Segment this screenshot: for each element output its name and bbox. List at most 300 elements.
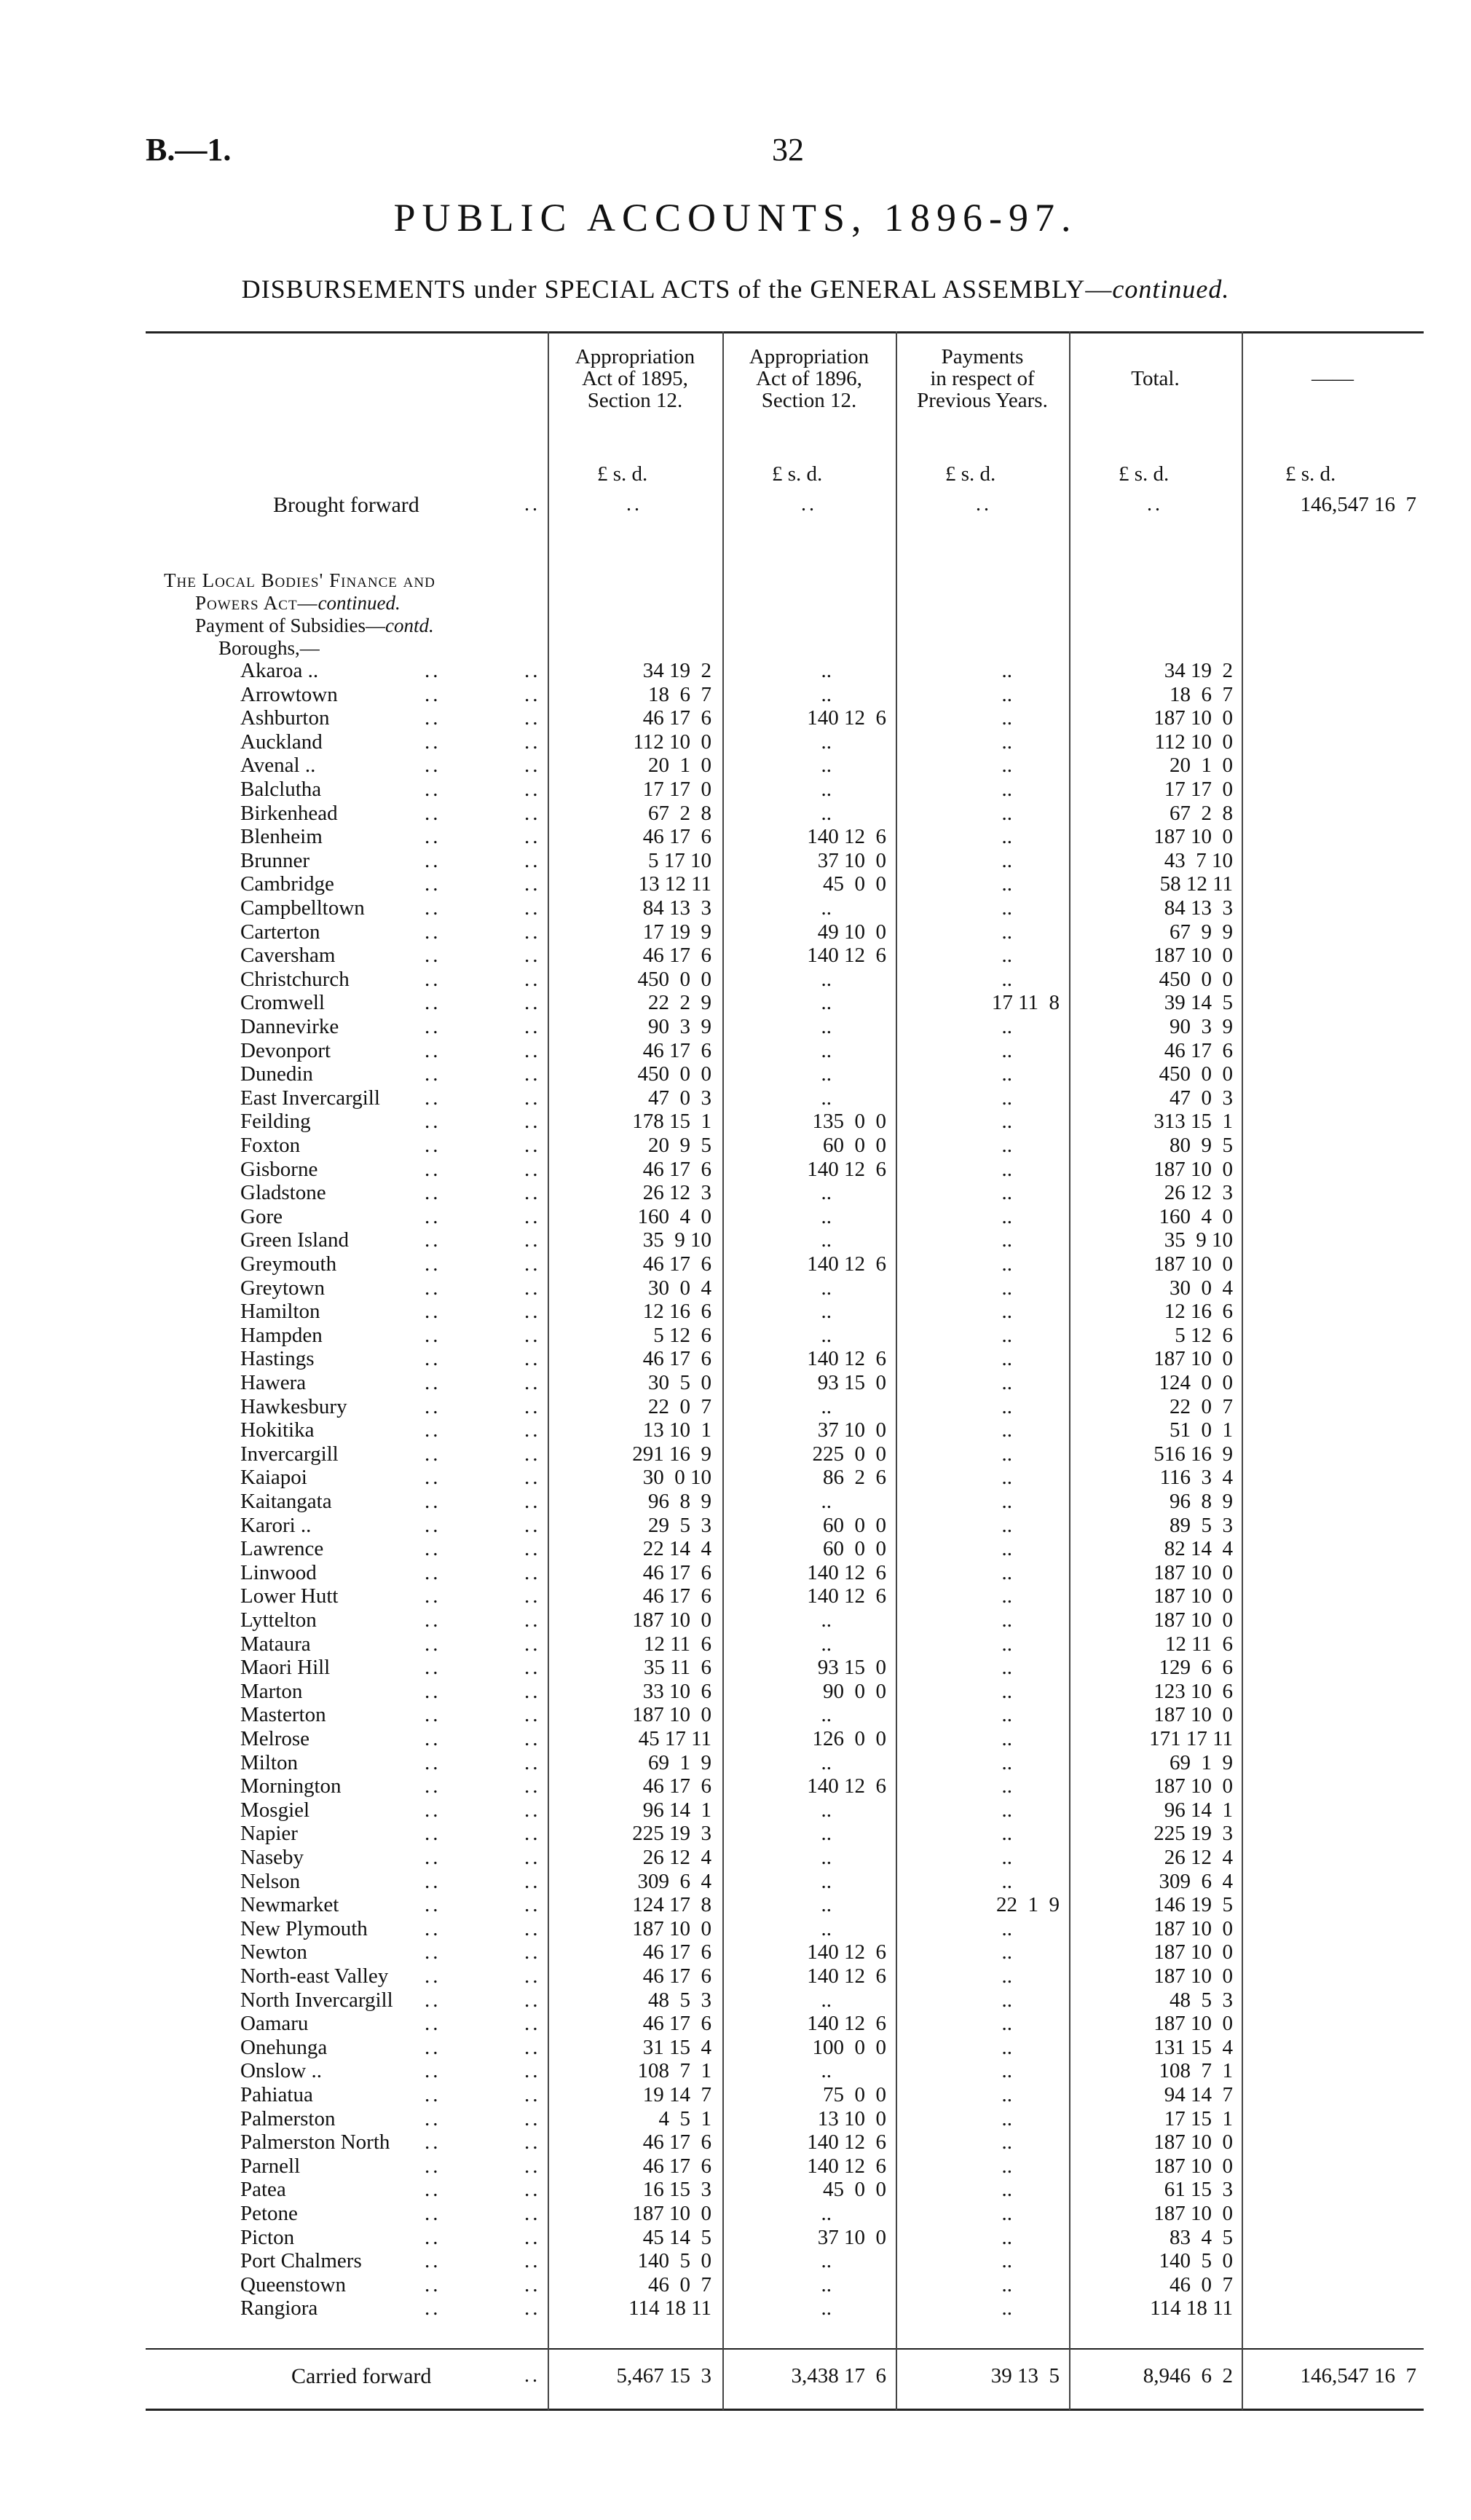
- header-line: Appropriation: [749, 345, 869, 368]
- amount-act-1896: 140 12 6: [807, 825, 886, 849]
- amount-act-1896: 45 0 0: [823, 2178, 886, 2202]
- borough-name: Naseby: [240, 1846, 304, 1869]
- amount-total: 34 19 2: [1164, 659, 1233, 682]
- leader-dots: ..: [425, 1371, 441, 1394]
- table-row: [146, 1181, 1424, 1205]
- table-row: [146, 706, 1424, 730]
- borough-name: Queenstown: [240, 2272, 346, 2296]
- amount-total: 160 4 0: [1159, 1204, 1233, 1228]
- amount-act-1895: 46 17 6: [642, 825, 711, 849]
- amount-act-1896: ..: [821, 1798, 832, 1822]
- leader-dots: ..: [425, 1798, 441, 1822]
- table-row: [146, 1656, 1424, 1680]
- amount-previous-years: ..: [1001, 2035, 1012, 2059]
- carried-forward-act-1895: 5,467 15 3: [616, 2364, 711, 2387]
- amount-total: 140 5 0: [1159, 2249, 1233, 2273]
- subtitle-main: DISBURSEMENTS under SPECIAL ACTS of the GENERAL ASSEMBLY—: [241, 274, 1113, 304]
- borough-name: Kaiapoi: [240, 1466, 307, 1490]
- amount-previous-years: ..: [1001, 1181, 1012, 1205]
- amount-total: 18 6 7: [1170, 682, 1233, 706]
- table-row: [146, 1514, 1424, 1538]
- leader-dots: ..: [425, 1869, 441, 1893]
- section-act-name: Powers Act—: [195, 592, 318, 614]
- table-row: [146, 1490, 1424, 1514]
- amount-act-1896: 86 2 6: [823, 1466, 886, 1490]
- borough-name: Avenal ..: [240, 754, 316, 778]
- leader-dots: ..: [425, 944, 441, 968]
- borough-name: Arrowtown: [240, 682, 338, 706]
- leader-dots: ..: [425, 1679, 441, 1703]
- table-row: [146, 1466, 1424, 1490]
- borough-name: Newmarket: [240, 1893, 339, 1917]
- amount-previous-years: ..: [1001, 1418, 1012, 1442]
- subtitle-italic: continued.: [1112, 274, 1230, 304]
- table-row: [146, 1680, 1424, 1704]
- leader-dots: ..: [524, 754, 541, 778]
- amount-previous-years: 22 1 9: [996, 1893, 1060, 1917]
- amount-act-1896: ..: [821, 1632, 832, 1656]
- table-row: [146, 825, 1424, 849]
- leader-dots: ..: [524, 1513, 541, 1537]
- amount-act-1895: 18 6 7: [648, 682, 711, 706]
- leader-dots: ..: [425, 1300, 441, 1324]
- amount-previous-years: ..: [1001, 730, 1012, 754]
- carried-forward-act-1896: 3,438 17 6: [791, 2364, 886, 2387]
- amount-act-1895: 26 12 3: [642, 1181, 711, 1205]
- amount-previous-years: ..: [1001, 2296, 1012, 2320]
- amount-previous-years: ..: [1001, 1584, 1012, 1608]
- leader-dots: ..: [425, 1964, 441, 1988]
- leader-dots: ..: [524, 2178, 541, 2202]
- table-row: [146, 1893, 1424, 1917]
- leader-dots: ..: [425, 1988, 441, 2012]
- leader-dots: ..: [425, 730, 441, 754]
- amount-act-1895: 46 17 6: [642, 1252, 711, 1276]
- table-row: [146, 872, 1424, 896]
- leader-dots: ..: [524, 1893, 541, 1917]
- leader-dots: ..: [425, 1774, 441, 1798]
- table-row: [146, 1134, 1424, 1158]
- table-row: [146, 1228, 1424, 1252]
- leader-dots: ..: [425, 1584, 441, 1608]
- leader-dots: ..: [524, 2364, 540, 2387]
- amount-act-1896: ..: [821, 778, 832, 801]
- table-row: [146, 1846, 1424, 1870]
- leader-dots: ..: [425, 2012, 441, 2036]
- amount-act-1896: 45 0 0: [823, 872, 886, 896]
- leader-dots: ..: [524, 1560, 541, 1584]
- amount-act-1895: 45 17 11: [638, 1727, 711, 1750]
- currency-header: £ s. d.: [597, 462, 648, 486]
- amount-act-1896: 126 0 0: [812, 1727, 886, 1750]
- borough-name: Newton: [240, 1940, 307, 1964]
- table-row: [146, 2036, 1424, 2060]
- amount-act-1895: 46 17 6: [642, 1347, 711, 1371]
- amount-act-1896: ..: [821, 1822, 832, 1846]
- leader-dots: ..: [524, 967, 541, 991]
- borough-name: Maori Hill: [240, 1656, 331, 1680]
- borough-name: Hastings: [240, 1347, 315, 1371]
- leader-dots: ..: [524, 1015, 541, 1038]
- header-line: Appropriation: [575, 345, 695, 368]
- amount-previous-years: ..: [1001, 1632, 1012, 1656]
- borough-name: Hamilton: [240, 1300, 320, 1324]
- leader-dots: ..: [1147, 493, 1163, 516]
- leader-dots: ..: [524, 682, 541, 706]
- leader-dots: ..: [425, 801, 441, 825]
- amount-act-1896: ..: [821, 1204, 832, 1228]
- amount-act-1895: 26 12 4: [642, 1846, 711, 1869]
- amount-previous-years: ..: [1001, 2083, 1012, 2106]
- amount-total: 20 1 0: [1170, 754, 1233, 778]
- table-row: [146, 1158, 1424, 1182]
- amount-total: 82 14 4: [1164, 1537, 1233, 1561]
- table-row: [146, 1964, 1424, 1988]
- borough-name: Port Chalmers: [240, 2249, 362, 2273]
- amount-act-1895: 112 10 0: [633, 730, 711, 754]
- amount-act-1895: 46 17 6: [642, 1964, 711, 1988]
- amount-previous-years: ..: [1001, 1490, 1012, 1513]
- leader-dots: ..: [524, 1418, 541, 1442]
- borough-name: Gore: [240, 1204, 283, 1228]
- amount-total: 12 11 6: [1164, 1632, 1233, 1656]
- borough-name: Rangiora: [240, 2296, 318, 2320]
- borough-name: Brunner: [240, 848, 310, 872]
- column-header-act-1896: [722, 346, 896, 411]
- leader-dots: ..: [425, 1347, 441, 1371]
- borough-name: Hampden: [240, 1323, 323, 1347]
- amount-act-1896: 140 12 6: [807, 1157, 886, 1181]
- currency-header: £ s. d.: [945, 462, 996, 486]
- leader-dots: ..: [425, 1110, 441, 1134]
- borough-name: Onslow ..: [240, 2059, 322, 2083]
- amount-total: 39 14 5: [1164, 991, 1233, 1015]
- amount-act-1896: ..: [821, 1869, 832, 1893]
- amount-act-1896: ..: [821, 2249, 832, 2273]
- amount-act-1895: 22 2 9: [648, 991, 711, 1015]
- carried-forward-total: 8,946 6 2: [1143, 2364, 1233, 2387]
- amount-previous-years: ..: [1001, 1798, 1012, 1822]
- amount-act-1896: 37 10 0: [817, 2225, 886, 2249]
- amount-total: 225 19 3: [1153, 1822, 1233, 1846]
- amount-act-1896: ..: [821, 754, 832, 778]
- borough-name: Petone: [240, 2202, 298, 2225]
- amount-total: 108 7 1: [1159, 2059, 1233, 2083]
- leader-dots: ..: [425, 1490, 441, 1513]
- table-row: [146, 1062, 1424, 1086]
- amount-act-1896: ..: [821, 2059, 832, 2083]
- amount-previous-years: ..: [1001, 1869, 1012, 1893]
- amount-previous-years: ..: [1001, 754, 1012, 778]
- amount-total: 171 17 11: [1149, 1727, 1233, 1750]
- amount-act-1895: 450 0 0: [637, 1062, 711, 1086]
- borough-name: Lower Hutt: [240, 1584, 339, 1608]
- header-line: in respect of: [930, 367, 1035, 390]
- amount-act-1896: 225 0 0: [812, 1442, 886, 1466]
- subsection-contd: contd.: [385, 615, 434, 636]
- amount-previous-years: ..: [1001, 801, 1012, 825]
- amount-previous-years: ..: [1001, 2249, 1012, 2273]
- borough-name: Auckland: [240, 730, 323, 754]
- amount-act-1896: 60 0 0: [823, 1134, 886, 1157]
- amount-act-1895: 114 18 11: [628, 2296, 711, 2320]
- leader-dots: ..: [425, 2178, 441, 2202]
- leader-dots: ..: [425, 825, 441, 849]
- amount-total: 22 0 7: [1170, 1394, 1233, 1418]
- leader-dots: ..: [524, 730, 541, 754]
- amount-total: 124 0 0: [1159, 1371, 1233, 1394]
- amount-previous-years: ..: [1001, 1703, 1012, 1727]
- amount-total: 450 0 0: [1159, 1062, 1233, 1086]
- amount-previous-years: ..: [1001, 2202, 1012, 2225]
- amount-total: 51 0 1: [1170, 1418, 1233, 1442]
- amount-act-1895: 45 14 5: [642, 2225, 711, 2249]
- amount-act-1895: 46 17 6: [642, 1940, 711, 1964]
- leader-dots: ..: [524, 1038, 541, 1062]
- amount-act-1896: 75 0 0: [823, 2083, 886, 2106]
- table-row: [146, 849, 1424, 873]
- amount-total: 90 3 9: [1170, 1015, 1233, 1038]
- table-row: [146, 1015, 1424, 1039]
- leader-dots: ..: [524, 801, 541, 825]
- borough-name: Foxton: [240, 1134, 301, 1157]
- leader-dots: ..: [425, 1157, 441, 1181]
- leader-dots: ..: [524, 2012, 541, 2036]
- header-line: Act of 1895,: [582, 367, 688, 390]
- amount-previous-years: ..: [1001, 2130, 1012, 2154]
- table-row: [146, 1418, 1424, 1442]
- amount-act-1895: 46 17 6: [642, 1584, 711, 1608]
- leader-dots: ..: [524, 1632, 541, 1656]
- table-row: [146, 1917, 1424, 1941]
- amount-act-1896: ..: [821, 659, 832, 682]
- leader-dots: ..: [524, 1371, 541, 1394]
- currency-header: £ s. d.: [772, 462, 823, 486]
- amount-total: 187 10 0: [1153, 1560, 1233, 1584]
- amount-total: 187 10 0: [1153, 1608, 1233, 1632]
- leader-dots: ..: [425, 1608, 441, 1632]
- amount-total: 80 9 5: [1170, 1134, 1233, 1157]
- amount-total: 69 1 9: [1170, 1750, 1233, 1774]
- amount-act-1896: 49 10 0: [817, 920, 886, 944]
- borough-name: Lawrence: [240, 1537, 324, 1561]
- table-row: [146, 2107, 1424, 2131]
- borough-name: Pahiatua: [240, 2083, 313, 2106]
- amount-total: 123 10 6: [1153, 1679, 1233, 1703]
- borough-name: Greytown: [240, 1276, 325, 1300]
- amount-previous-years: ..: [1001, 1940, 1012, 1964]
- table-top-rule: [146, 331, 1424, 333]
- amount-total: 5 12 6: [1175, 1323, 1233, 1347]
- amount-total: 187 10 0: [1153, 2202, 1233, 2225]
- amount-act-1896: ..: [821, 2272, 832, 2296]
- amount-act-1896: ..: [821, 1490, 832, 1513]
- amount-act-1896: 37 10 0: [817, 1418, 886, 1442]
- amount-act-1895: 34 19 2: [642, 659, 711, 682]
- amount-total: 187 10 0: [1153, 1157, 1233, 1181]
- leader-dots: ..: [524, 944, 541, 968]
- borough-name: Masterton: [240, 1703, 326, 1727]
- table-row: [146, 2202, 1424, 2226]
- leader-dots: ..: [524, 2035, 541, 2059]
- amount-total: 94 14 7: [1164, 2083, 1233, 2106]
- leader-dots: ..: [425, 1537, 441, 1561]
- amount-act-1895: 96 8 9: [648, 1490, 711, 1513]
- leader-dots: ..: [524, 1228, 541, 1252]
- amount-act-1895: 35 9 10: [642, 1228, 711, 1252]
- amount-total: 89 5 3: [1170, 1513, 1233, 1537]
- amount-total: 131 15 4: [1153, 2035, 1233, 2059]
- amount-previous-years: ..: [1001, 1276, 1012, 1300]
- column-header-previous-years: [896, 346, 1069, 411]
- leader-dots: ..: [425, 967, 441, 991]
- page-title: PUBLIC ACCOUNTS, 1896-97.: [393, 196, 1078, 240]
- amount-act-1895: 47 0 3: [648, 1086, 711, 1110]
- leader-dots: ..: [524, 2202, 541, 2225]
- leader-dots: ..: [425, 1442, 441, 1466]
- amount-act-1895: 67 2 8: [648, 801, 711, 825]
- amount-act-1896: 140 12 6: [807, 1964, 886, 1988]
- amount-act-1895: 12 11 6: [643, 1632, 711, 1656]
- leader-dots: ..: [425, 2059, 441, 2083]
- amount-previous-years: ..: [1001, 1822, 1012, 1846]
- amount-act-1896: 140 12 6: [807, 2012, 886, 2036]
- amount-previous-years: ..: [1001, 1228, 1012, 1252]
- amount-previous-years: ..: [1001, 944, 1012, 968]
- amount-act-1895: 187 10 0: [632, 1916, 711, 1940]
- amount-previous-years: ..: [1001, 2272, 1012, 2296]
- leader-dots: ..: [524, 1703, 541, 1727]
- table-row: [146, 683, 1424, 707]
- amount-act-1896: ..: [821, 730, 832, 754]
- leader-dots: ..: [425, 1893, 441, 1917]
- borough-name: Picton: [240, 2225, 295, 2249]
- amount-total: 67 9 9: [1170, 920, 1233, 944]
- table-row: [146, 896, 1424, 920]
- leader-dots: ..: [524, 1822, 541, 1846]
- amount-act-1896: ..: [821, 896, 832, 920]
- borough-name: Hawera: [240, 1371, 307, 1394]
- borough-name: Palmerston: [240, 2106, 336, 2130]
- leader-dots: ..: [425, 754, 441, 778]
- amount-act-1895: 5 17 10: [648, 848, 711, 872]
- amount-previous-years: ..: [1001, 1157, 1012, 1181]
- table-row: [146, 1608, 1424, 1632]
- leader-dots: ..: [425, 2272, 441, 2296]
- amount-previous-years: ..: [1001, 1323, 1012, 1347]
- leader-dots: ..: [524, 920, 541, 944]
- amount-previous-years: ..: [1001, 1300, 1012, 1324]
- leader-dots: ..: [524, 659, 541, 682]
- table-row: [146, 2130, 1424, 2154]
- amount-total: 46 17 6: [1164, 1038, 1233, 1062]
- amount-total: 61 15 3: [1164, 2178, 1233, 2202]
- amount-act-1896: ..: [821, 967, 832, 991]
- table-row: [146, 1395, 1424, 1419]
- table-row: [146, 2226, 1424, 2250]
- borough-name: Devonport: [240, 1038, 331, 1062]
- borough-name: Gisborne: [240, 1157, 318, 1181]
- borough-name: Blenheim: [240, 825, 323, 849]
- leader-dots: ..: [524, 2106, 541, 2130]
- leader-dots: ..: [524, 1134, 541, 1157]
- amount-act-1895: 46 17 6: [642, 944, 711, 968]
- amount-act-1895: 291 16 9: [632, 1442, 711, 1466]
- amount-act-1895: 16 15 3: [642, 2178, 711, 2202]
- amount-previous-years: ..: [1001, 967, 1012, 991]
- leader-dots: ..: [425, 1727, 441, 1750]
- leader-dots: ..: [425, 1418, 441, 1442]
- amount-act-1896: 135 0 0: [812, 1110, 886, 1134]
- leader-dots: ..: [425, 1134, 441, 1157]
- leader-dots: ..: [524, 2130, 541, 2154]
- table-row: [146, 1584, 1424, 1608]
- amount-previous-years: ..: [1001, 2012, 1012, 2036]
- amount-act-1895: 31 15 4: [642, 2035, 711, 2059]
- amount-act-1896: 140 12 6: [807, 944, 886, 968]
- amount-act-1895: 187 10 0: [632, 1703, 711, 1727]
- amount-act-1895: 309 6 4: [637, 1869, 711, 1893]
- amount-act-1896: ..: [821, 1181, 832, 1205]
- amount-act-1895: 30 0 4: [648, 1276, 711, 1300]
- leader-dots: ..: [425, 1560, 441, 1584]
- leader-dots: ..: [524, 1608, 541, 1632]
- leader-dots: ..: [425, 1181, 441, 1205]
- leader-dots: ..: [524, 1537, 541, 1561]
- borough-name: Patea: [240, 2178, 286, 2202]
- amount-act-1896: 140 12 6: [807, 2154, 886, 2178]
- leader-dots: ..: [524, 1110, 541, 1134]
- amount-total: 35 9 10: [1164, 1228, 1233, 1252]
- amount-previous-years: ..: [1001, 1110, 1012, 1134]
- leader-dots: ..: [524, 1204, 541, 1228]
- amount-act-1895: 46 17 6: [642, 2012, 711, 2036]
- table-row: [146, 2083, 1424, 2107]
- section-heading-cont: [195, 592, 401, 615]
- table-row: [146, 1703, 1424, 1727]
- leader-dots: ..: [524, 1466, 541, 1490]
- leader-dots: ..: [524, 896, 541, 920]
- amount-total: 84 13 3: [1164, 896, 1233, 920]
- amount-act-1895: 29 5 3: [648, 1513, 711, 1537]
- table-row: [146, 1276, 1424, 1300]
- amount-total: 129 6 6: [1159, 1656, 1233, 1680]
- leader-dots: ..: [524, 493, 540, 516]
- amount-act-1895: 13 12 11: [638, 872, 711, 896]
- leader-dots: ..: [524, 1181, 541, 1205]
- page-code: B.—1.: [146, 132, 232, 167]
- amount-previous-years: ..: [1001, 1252, 1012, 1276]
- table-row: [146, 1632, 1424, 1656]
- amount-total: 187 10 0: [1153, 1703, 1233, 1727]
- amount-total: 187 10 0: [1153, 825, 1233, 849]
- leader-dots: ..: [425, 1513, 441, 1537]
- amount-total: 46 0 7: [1170, 2272, 1233, 2296]
- table-row: [146, 1086, 1424, 1110]
- amount-total: 47 0 3: [1170, 1086, 1233, 1110]
- leader-dots: ..: [524, 1394, 541, 1418]
- table-row: [146, 1300, 1424, 1324]
- leader-dots: ..: [524, 1584, 541, 1608]
- amount-act-1895: 5 12 6: [653, 1323, 711, 1347]
- amount-act-1895: 187 10 0: [632, 2202, 711, 2225]
- column-header-total: [1069, 368, 1242, 390]
- amount-total: 146 19 5: [1153, 1893, 1233, 1917]
- leader-dots: ..: [425, 1086, 441, 1110]
- currency-header: £ s. d.: [1285, 462, 1336, 486]
- borough-name: Feilding: [240, 1110, 311, 1134]
- amount-total: 116 3 4: [1159, 1466, 1233, 1490]
